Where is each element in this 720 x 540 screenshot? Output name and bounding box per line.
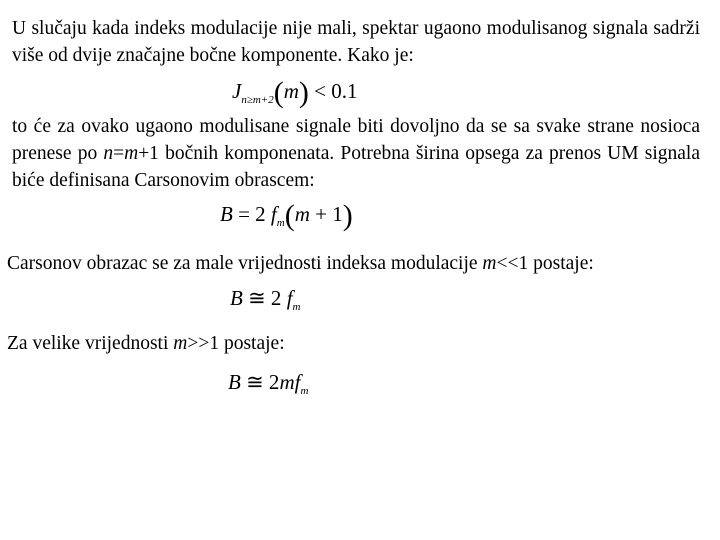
p3-m: m — [482, 253, 497, 274]
eq1-m: m — [283, 79, 299, 103]
eq3-b: B — [230, 286, 243, 310]
eq2-lparen: ( — [284, 199, 295, 232]
p3-text-b: <<1 postaje: — [496, 253, 594, 274]
paragraph-large-index — [7, 330, 707, 357]
eq3-eq: ≅ 2 — [242, 286, 287, 310]
p4-text-b: >>1 postaje: — [187, 333, 285, 354]
p2-text-b: +1 bočnih komponenata. Potrebna širina opsega za prenos UM signala biće definisana Carsonovim obrascem: — [12, 143, 700, 191]
p2-m: m — [124, 143, 139, 164]
p3-text-a: Carsonov obrazac se za male vrijednosti indeksa modulacije — [7, 253, 483, 274]
paragraph-small-index — [7, 250, 707, 277]
p4-text-a: Za velike vrijednosti — [7, 333, 174, 354]
eq1-rparen: ) — [298, 76, 309, 109]
eq1-rest: < 0.1 — [308, 79, 358, 103]
equation-large-index — [228, 372, 308, 397]
p2-equals: = — [113, 143, 125, 164]
eq2-rparen: ) — [342, 199, 353, 232]
equation-small-index — [230, 288, 300, 313]
equation-carson — [220, 201, 353, 231]
eq2-f: f — [270, 202, 277, 226]
eq1-j: J — [232, 79, 242, 103]
eq4-subscript: m — [300, 385, 309, 397]
eq4-eq: ≅ 2 — [240, 370, 280, 394]
p2-text-a: to će za ovako ugaono modulisane signale biti dovoljno da se sa svake strane nosioca prenese po — [12, 116, 700, 164]
eq2-eq: = 2 — [232, 202, 271, 226]
paragraph-intro: U slučaju kada indeks modulacije nije mali, spektar ugaono modulisanog signala sadrži više od dvije značajne bočne komponente. Kako je: — [12, 18, 700, 66]
eq2-m: m — [294, 202, 310, 226]
eq4-mf: mf — [279, 370, 301, 394]
eq3-f: f — [286, 286, 293, 310]
eq1-lparen: ( — [273, 76, 284, 109]
eq4-b: B — [228, 370, 241, 394]
equation-bessel-condition — [232, 78, 358, 108]
paragraph-sidebands — [12, 113, 700, 194]
eq2-plus: + 1 — [309, 202, 343, 226]
eq2-subscript: m — [276, 217, 285, 229]
p4-m: m — [173, 333, 188, 354]
p2-n: n — [103, 143, 114, 164]
eq2-b: B — [220, 202, 233, 226]
eq3-subscript: m — [292, 301, 301, 313]
eq1-subscript: n≥m+2 — [241, 94, 274, 106]
